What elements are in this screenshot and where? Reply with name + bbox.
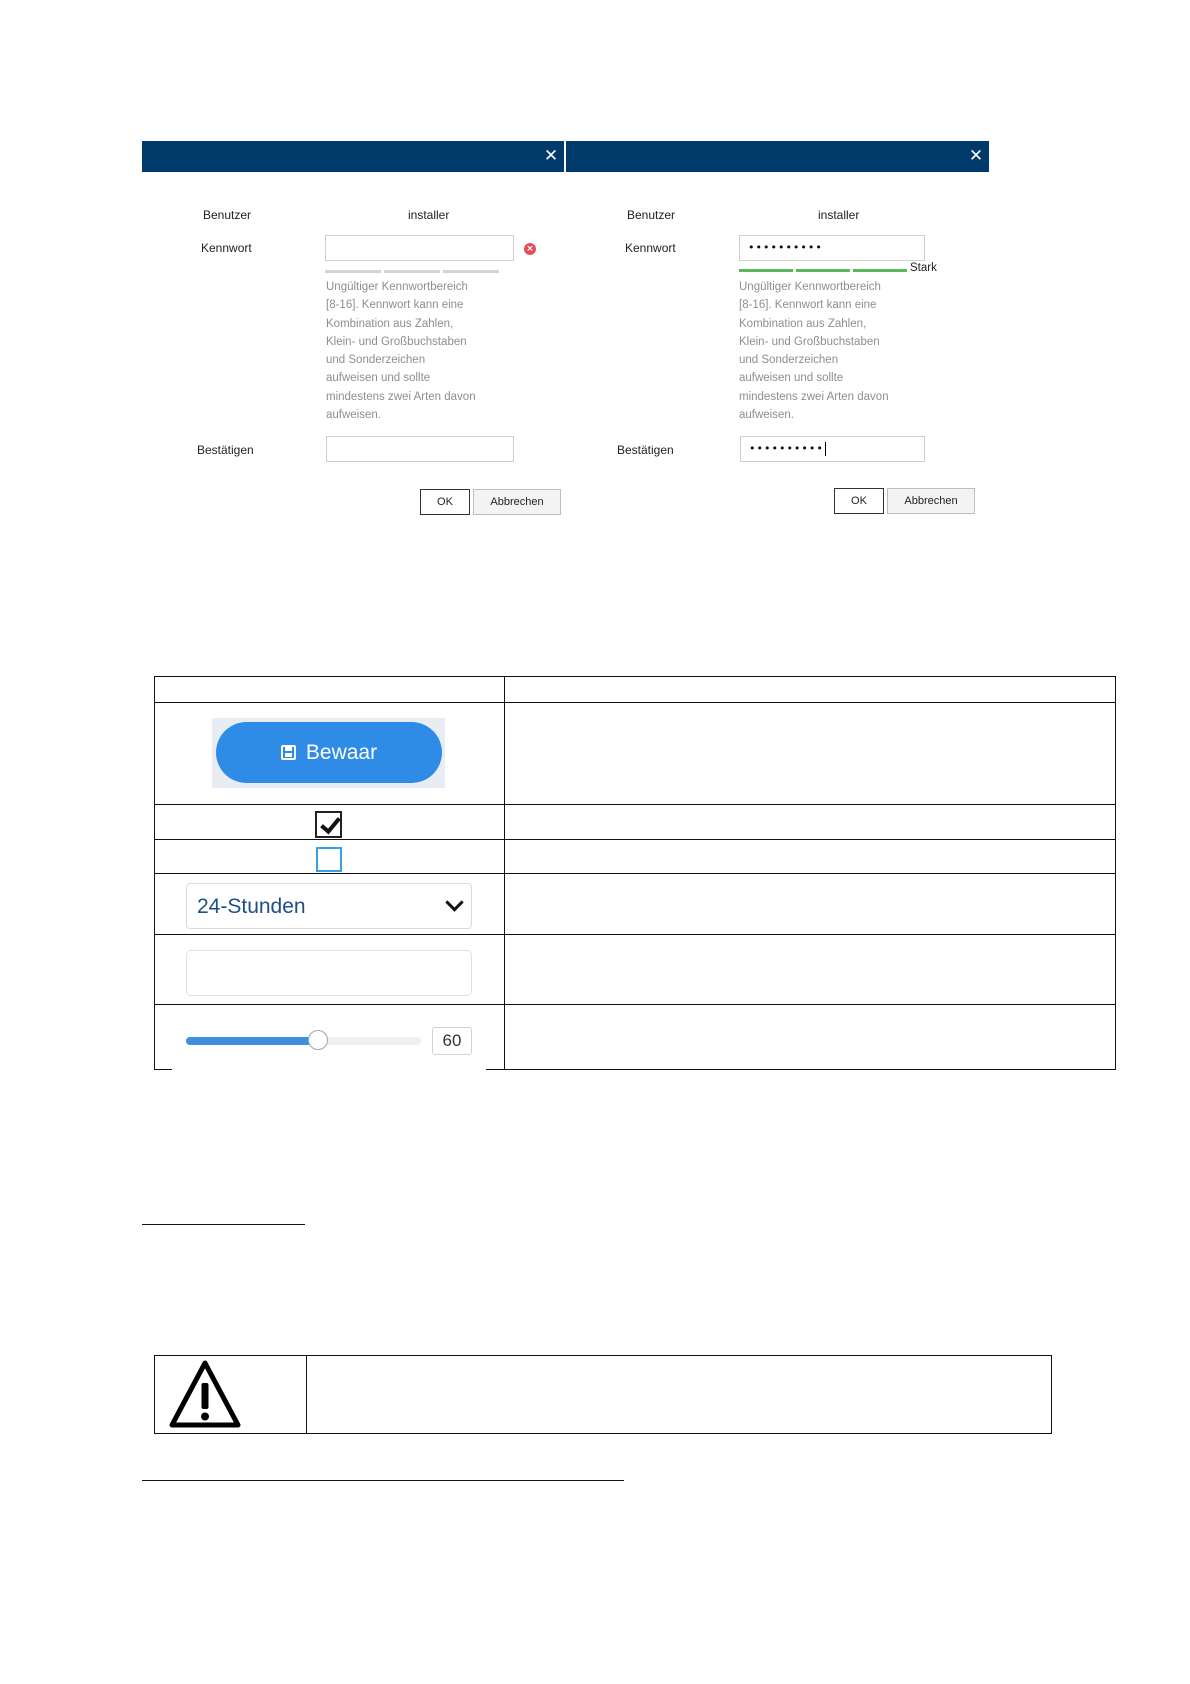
strength-bar-3	[853, 269, 907, 272]
time-format-select[interactable]	[186, 883, 472, 929]
table-rule	[154, 676, 155, 1070]
confirm-value: ••••••••••	[749, 442, 824, 455]
password-input[interactable]: ••••••••••	[739, 235, 925, 261]
user-label: Benutzer	[203, 208, 252, 222]
hint-line: [8-16]. Kennwort kann eine	[739, 299, 877, 312]
strength-bar-3	[443, 270, 499, 273]
confirm-input[interactable]	[740, 436, 925, 462]
hint-line: Klein- und Großbuchstaben	[326, 335, 467, 348]
table-rule	[154, 873, 1116, 874]
password-hint	[326, 278, 501, 424]
warning-box	[154, 1355, 1052, 1434]
slider-value[interactable]: 60	[432, 1027, 472, 1055]
dialog-titlebar	[566, 141, 989, 172]
hint-line: Kombination aus Zahlen,	[326, 317, 454, 330]
warning-divider	[306, 1356, 307, 1433]
password-label: Kennwort	[201, 241, 252, 255]
save-button[interactable]	[216, 722, 442, 783]
user-value: installer	[408, 208, 450, 222]
hint-line: Ungültiger Kennwortbereich	[739, 281, 881, 293]
floppy-disk-icon	[281, 745, 296, 760]
strength-bar-1	[325, 270, 381, 273]
chevron-down-icon	[445, 893, 463, 911]
hint-line: mindestens zwei Arten davon	[739, 390, 889, 403]
strength-bar-2	[384, 270, 440, 273]
table-rule	[154, 1069, 172, 1070]
cancel-button[interactable]: Abbrechen	[887, 488, 975, 514]
hint-line: Klein- und Großbuchstaben	[739, 335, 880, 348]
table-rule	[486, 1069, 1116, 1070]
slider-track[interactable]	[186, 1037, 421, 1045]
password-hint	[739, 278, 914, 424]
password-dialog-filled	[566, 141, 989, 516]
table-rule	[1115, 676, 1116, 1070]
ok-button[interactable]: OK	[834, 488, 884, 514]
confirm-label: Bestätigen	[617, 443, 674, 457]
table-rule	[154, 934, 1116, 935]
hint-line: Ungültiger Kennwortbereich	[326, 281, 468, 293]
table-rule	[154, 702, 1116, 703]
slider-fill	[186, 1037, 318, 1045]
strength-label: Stark	[910, 262, 937, 274]
table-rule	[154, 839, 1116, 840]
hint-line: aufweisen.	[326, 409, 381, 422]
password-label: Kennwort	[625, 241, 676, 255]
hint-line: mindestens zwei Arten davon	[326, 390, 476, 403]
section-rule	[142, 1224, 305, 1225]
hint-line: [8-16]. Kennwort kann eine	[326, 299, 464, 312]
password-input[interactable]	[325, 235, 514, 261]
table-rule	[504, 676, 505, 1070]
checkbox-checked[interactable]	[315, 811, 342, 838]
close-icon[interactable]: ✕	[543, 146, 559, 166]
table-rule	[154, 1004, 1116, 1005]
select-value: 24-Stunden	[197, 895, 306, 918]
error-icon: ×	[524, 243, 536, 255]
strength-bar-2	[796, 269, 850, 272]
checkbox-unchecked[interactable]	[316, 847, 342, 872]
dialog-titlebar	[142, 141, 564, 172]
user-value: installer	[818, 208, 860, 222]
text-cursor	[825, 442, 826, 456]
hint-line: aufweisen und sollte	[326, 372, 431, 385]
hint-line: aufweisen und sollte	[739, 372, 844, 385]
footnote-rule	[142, 1480, 624, 1481]
hint-line: und Sonderzeichen	[326, 354, 426, 367]
save-button-label: Bewaar	[305, 741, 378, 764]
table-rule	[154, 676, 1116, 677]
ok-button[interactable]: OK	[420, 489, 470, 515]
hint-line: und Sonderzeichen	[739, 354, 839, 367]
password-dialog-empty	[142, 141, 564, 516]
warning-triangle-icon	[169, 1359, 241, 1429]
slider-handle[interactable]	[308, 1030, 328, 1050]
cancel-button[interactable]: Abbrechen	[473, 489, 561, 515]
close-icon[interactable]: ✕	[968, 146, 984, 166]
table-rule	[154, 804, 1116, 805]
hint-line: aufweisen.	[739, 409, 794, 422]
text-input[interactable]	[186, 950, 472, 996]
save-button-sample	[212, 718, 445, 788]
strength-bar-1	[739, 269, 793, 272]
confirm-label: Bestätigen	[197, 443, 254, 457]
hint-line: Kombination aus Zahlen,	[739, 317, 867, 330]
confirm-input[interactable]	[326, 436, 514, 462]
user-label: Benutzer	[627, 208, 676, 222]
